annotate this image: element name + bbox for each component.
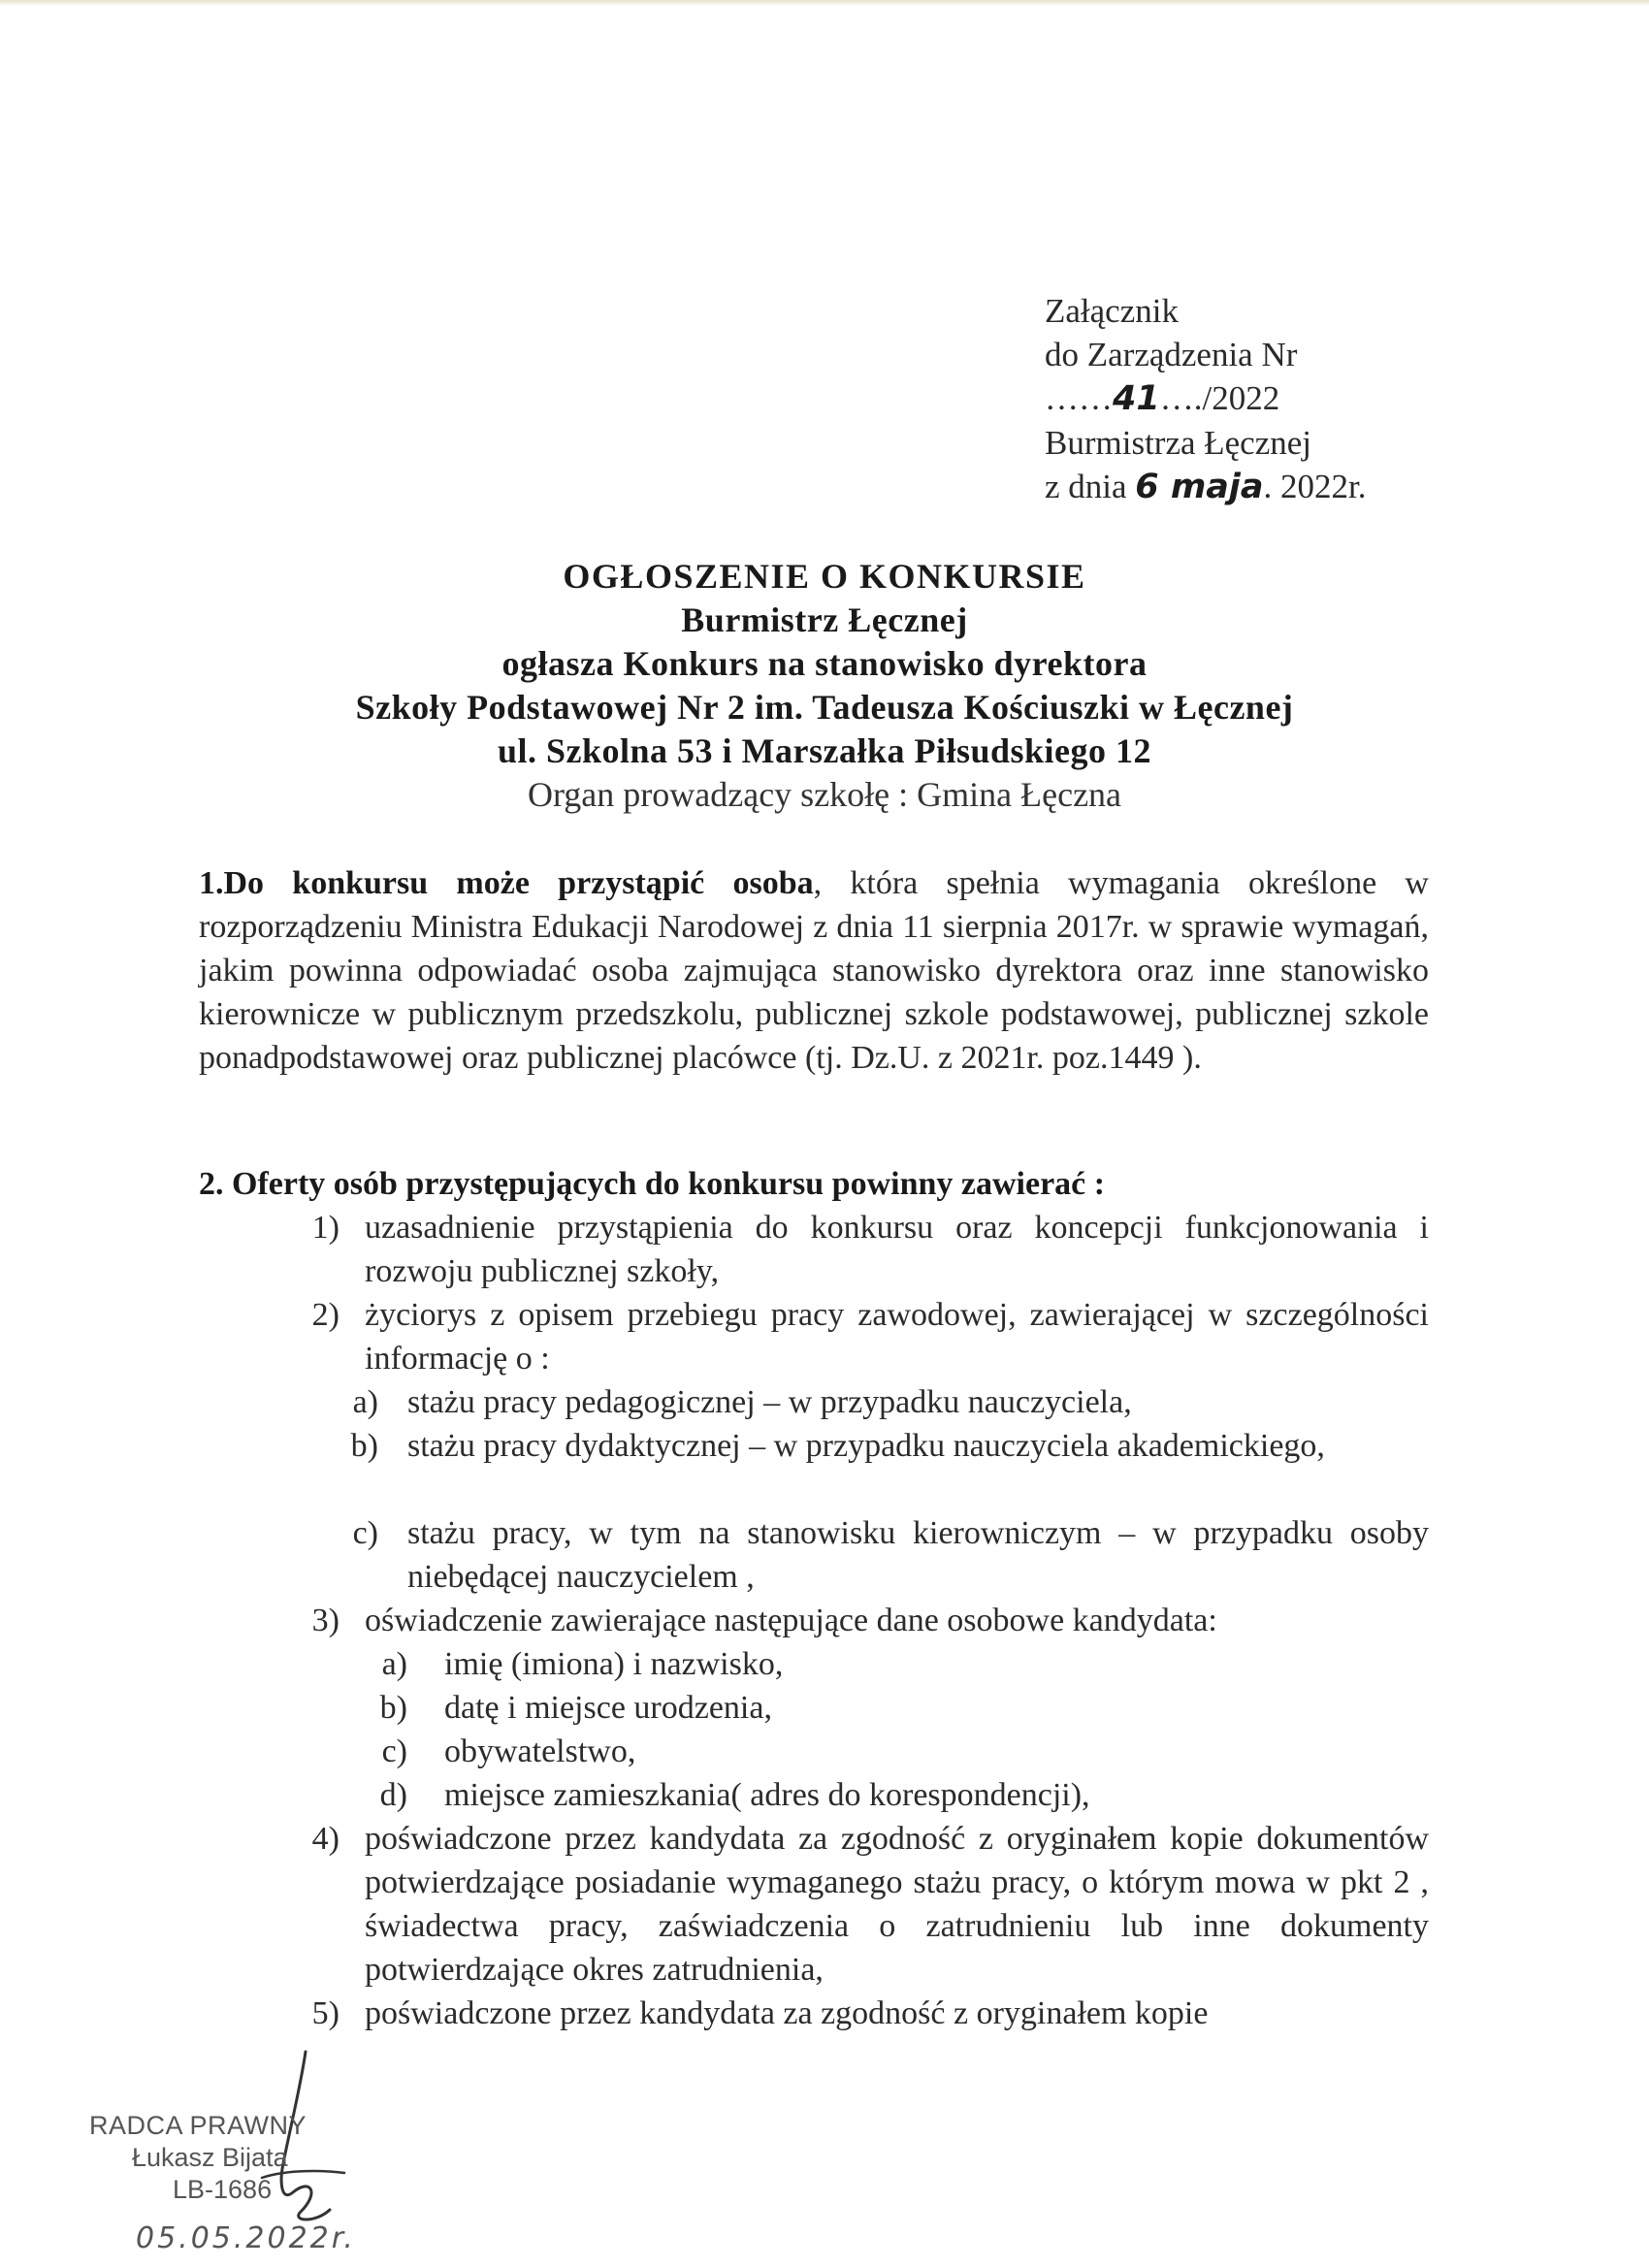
list-item-text: miejsce zamieszkania( adres do korespondencji), xyxy=(444,1777,1090,1813)
date-suffix: . 2022r. xyxy=(1263,468,1367,505)
announcement-heading xyxy=(0,555,1649,817)
handwritten-number: 41 xyxy=(1113,379,1160,418)
list-item-text: oświadczenie zawierające następujące dane osobowe kandydata: xyxy=(365,1603,1217,1638)
list-item-number: 3) xyxy=(311,1603,340,1638)
list-item-number: 2) xyxy=(311,1297,340,1333)
list-item-letter: c) xyxy=(381,1733,407,1769)
stamp-handwritten-date: 05.05.2022r. xyxy=(136,2221,356,2255)
section-1-paragraph xyxy=(199,861,1429,1080)
list-item-letter: d) xyxy=(379,1777,407,1813)
announcer: Burmistrz Łęcznej xyxy=(681,600,968,639)
number-dots-after: …./2022 xyxy=(1159,379,1280,417)
scan-edge xyxy=(0,0,1649,6)
list-item-letter: a) xyxy=(352,1384,378,1420)
stamp-title: RADCA PRAWNY xyxy=(89,2111,307,2140)
list-item-number: 5) xyxy=(311,1995,340,2031)
handwritten-date: 6 maja xyxy=(1135,468,1264,506)
list-item-text: poświadczone przez kandydata za zgodność z oryginałem kopie xyxy=(365,1995,1209,2031)
attachment-number xyxy=(1045,376,1588,421)
list-item-letter: a) xyxy=(381,1646,407,1682)
list-item-letter: b) xyxy=(350,1428,378,1464)
school-name: Szkoły Podstawowej Nr 2 im. Tadeusza Kościuszki w Łęcznej xyxy=(355,688,1294,727)
stamp-name: Łukasz Bijata xyxy=(132,2143,288,2172)
attachment-date xyxy=(1045,465,1588,509)
contest-subject: ogłasza Konkurs na stanowisko dyrektora xyxy=(501,644,1148,683)
attachment-note xyxy=(1045,289,1588,509)
list-item-letter: c) xyxy=(352,1515,378,1551)
list-item-letter: b) xyxy=(379,1690,407,1726)
attachment-issuer: Burmistrza Łęcznej xyxy=(1045,424,1312,462)
date-prefix: z dnia xyxy=(1045,468,1136,505)
list-item-text: stażu pracy, w tym na stanowisku kierowniczym – w przypadku osoby niebędącej nauczycielem , xyxy=(407,1515,1429,1595)
list-item-number: 1) xyxy=(311,1210,340,1246)
attachment-label: Załącznik xyxy=(1045,292,1179,330)
list-item-number: 4) xyxy=(311,1821,340,1857)
list-item-text: datę i miejsce urodzenia, xyxy=(444,1690,772,1726)
governing-body: Organ prowadzący szkołę : Gmina Łęczna xyxy=(527,775,1122,814)
list-item-text: życiorys z opisem przebiegu pracy zawodowej, zawierającej w szczególności informację o : xyxy=(365,1297,1429,1377)
section-1-text: , która spełnia wymagania określone w rozporządzeniu Ministra Edukacji Narodowej z dnia 11 sierpnia 2017r. w sprawie wymagań, jakim powinna odpowiadać osoba zajmująca stanowisko dyrektora oraz inne stanowisko kierownicze w publicznym przedszkolu, publicznej szkole podstawowej, publicznej szkole ponadpodstawowej oraz publicznej placówce (tj. Dz.U. z 2021r. poz.1449 ). xyxy=(199,865,1429,1076)
section-1-lead: 1.Do konkursu może przystąpić osoba xyxy=(199,865,814,901)
attachment-ordinance: do Zarządzenia Nr xyxy=(1045,336,1298,373)
list-item-text: obywatelstwo, xyxy=(444,1733,636,1769)
number-dots-before: …… xyxy=(1045,379,1113,417)
section-2-heading: 2. Oferty osób przystępujących do konkursu powinny zawierać : xyxy=(199,1166,1106,1202)
school-address: ul. Szkolna 53 i Marszałka Piłsudskiego 12 xyxy=(497,731,1152,770)
list-item-text: imię (imiona) i nazwisko, xyxy=(444,1646,784,1682)
stamp-license: LB-1686 xyxy=(173,2175,273,2204)
announcement-title: OGŁOSZENIE O KONKURSIE xyxy=(563,557,1086,596)
list-item-text: uzasadnienie przystąpienia do konkursu oraz koncepcji funkcjonowania i rozwoju publicznej szkoły, xyxy=(365,1210,1429,1289)
list-item-text: stażu pracy pedagogicznej – w przypadku nauczyciela, xyxy=(407,1384,1132,1420)
list-item-text: stażu pracy dydaktycznej – w przypadku nauczyciela akademickiego, xyxy=(407,1428,1325,1464)
list-item-text: poświadczone przez kandydata za zgodność z oryginałem kopie dokumentów potwierdzające posiadanie wymaganego stażu pracy, o którym mowa w pkt 2 , świadectwa pracy, zaświadczenia o zatrudnieniu lub inne dokumenty potwierdzające okres zatrudnienia, xyxy=(365,1821,1429,1988)
